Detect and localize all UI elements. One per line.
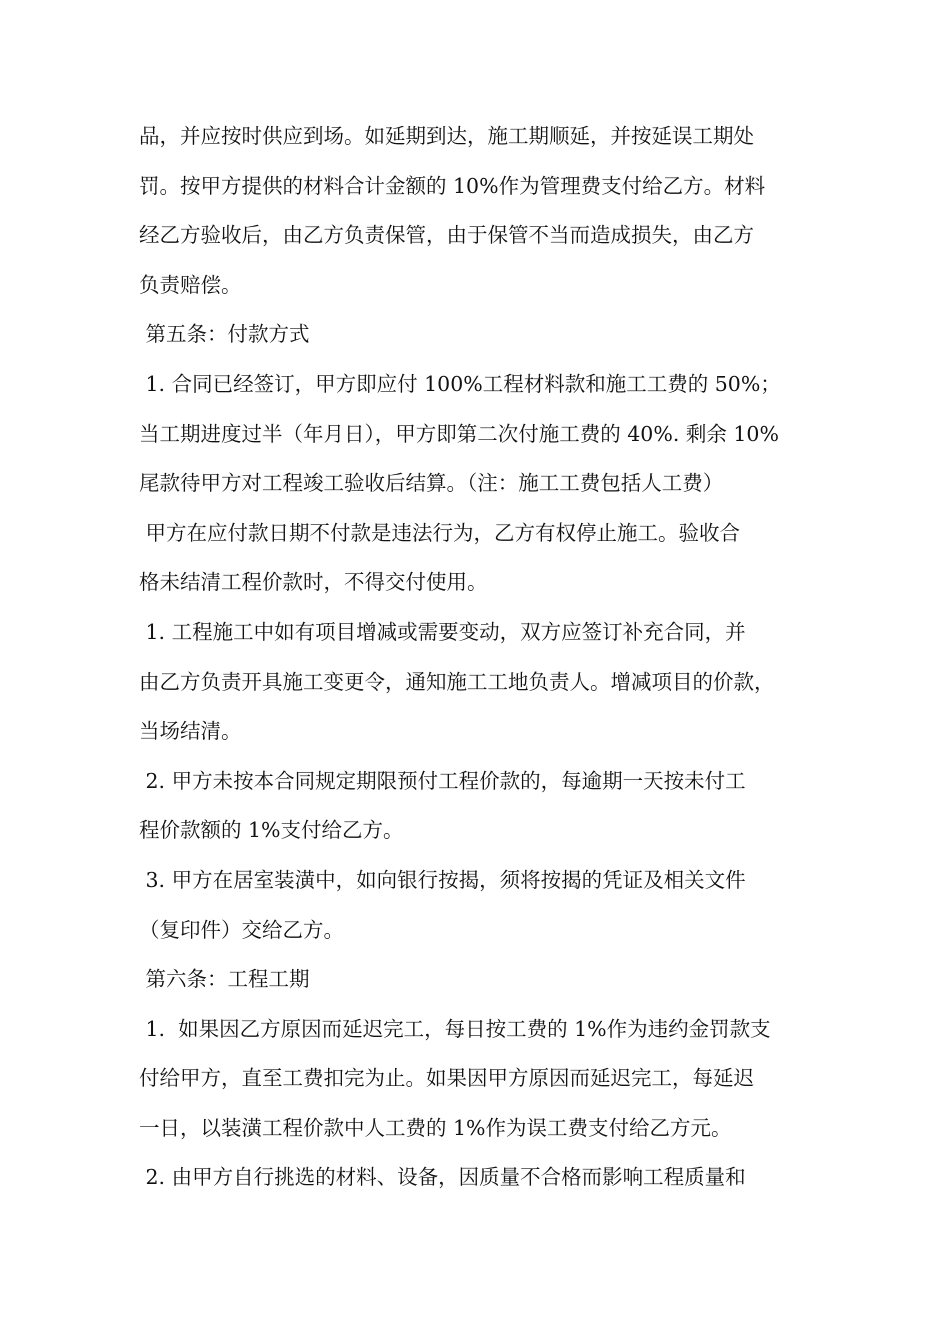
text-line: 甲方在应付款日期不付款是违法行为，乙方有权停止施工。验收合 (139, 520, 741, 545)
text-line: 当工期进度过半（年月日），甲方即第二次付施工费的 40%. 剩余 10% (139, 421, 779, 446)
text-line: 付给甲方，直至工费扣完为止。如果因甲方原因而延迟完工，每延迟 (139, 1066, 754, 1091)
section-heading-payment: 第五条：付款方式 (139, 322, 310, 347)
text-line: 1. 如果因乙方原因而延迟完工，每日按工费的 1%作为违约金罚款支 (139, 1016, 771, 1041)
contract-body-text (139, 112, 819, 1203)
text-line: 格未结清工程价款时，不得交付使用。 (139, 570, 488, 595)
text-line: 1. 工程施工中如有项目增减或需要变动，双方应签订补充合同，并 (139, 619, 746, 644)
text-line: 罚。按甲方提供的材料合计金额的 10%作为管理费支付给乙方。材料 (139, 173, 766, 198)
text-line: 尾款待甲方对工程竣工验收后结算。（注：施工工费包括人工费） (139, 471, 724, 496)
text-line: 由乙方负责开具施工变更令，通知施工工地负责人。增减项目的价款， (139, 669, 775, 694)
text-line: 经乙方验收后，由乙方负责保管，由于保管不当而造成损失，由乙方 (139, 223, 754, 248)
section-heading-schedule: 第六条：工程工期 (139, 967, 310, 992)
text-line: 3. 甲方在居室装潢中，如向银行按揭，须将按揭的凭证及相关文件 (139, 867, 746, 892)
text-line: 负责赔偿。 (139, 272, 242, 297)
text-line: 一日，以装潢工程价款中人工费的 1%作为误工费支付给乙方元。 (139, 1115, 732, 1140)
text-line: （复印件）交给乙方。 (139, 917, 344, 942)
text-line: 当场结清。 (139, 719, 242, 744)
text-line: 品，并应按时供应到场。如延期到达，施工期顺延，并按延误工期处 (139, 124, 754, 148)
text-line: 1. 合同已经签订，甲方即应付 100%工程材料款和施工工费的 50%； (139, 371, 781, 396)
text-line: 2. 由甲方自行挑选的材料、设备，因质量不合格而影响工程质量和 (139, 1165, 746, 1190)
text-line: 2. 甲方未按本合同规定期限预付工程价款的，每逾期一天按未付工 (139, 768, 746, 793)
text-line: 程价款额的 1%支付给乙方。 (139, 818, 404, 843)
